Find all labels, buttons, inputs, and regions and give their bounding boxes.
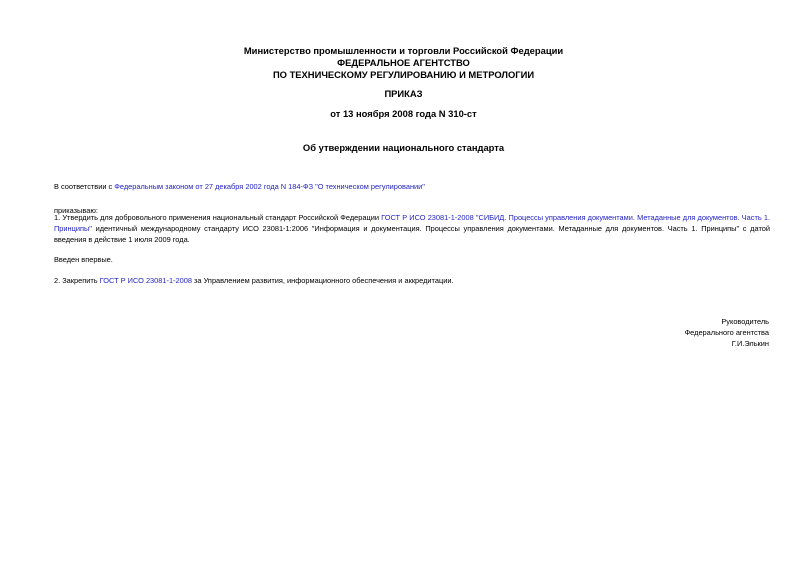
- subject-label: Об утверждении национального стандарта: [302, 142, 505, 153]
- gost-short-link[interactable]: ГОСТ Р ИСО 23081-1-2008: [99, 276, 192, 285]
- item-1-paragraph: [54, 212, 770, 245]
- date-number-label: от 13 ноября 2008 года N 310-ст: [330, 108, 477, 119]
- agency-name-line1: ФЕДЕРАЛЬНОЕ АГЕНТСТВО: [337, 57, 470, 68]
- document-date-number: [0, 108, 807, 120]
- document-subject: [0, 142, 807, 154]
- order-word-label: приказываю:: [54, 206, 98, 215]
- item-2-paragraph: [54, 275, 770, 286]
- signatory-name: Г.И.Элькин: [731, 339, 769, 348]
- introduced-paragraph: [54, 254, 770, 265]
- document-type-label: ПРИКАЗ: [384, 88, 423, 99]
- basis-paragraph: [54, 181, 770, 192]
- signature-block: [685, 316, 769, 349]
- signatory-title-line2: Федерального агентства: [684, 328, 769, 337]
- ministry-name: Министерство промышленности и торговли Российской Федерации: [243, 45, 564, 56]
- gost-standard-link[interactable]: ГОСТ Р ИСО 23081-1-2008 "СИБИД. Процессы управления документами. Метаданные для документов. Часть 1. Принципы": [54, 213, 770, 233]
- item-2-suffix: за Управлением развития, информационного обеспечения и аккредитации.: [191, 276, 454, 285]
- signatory-title-line1: Руководитель: [721, 317, 769, 326]
- document-type: [0, 88, 807, 100]
- item-2-prefix: 2. Закрепить: [54, 276, 100, 285]
- item-1-suffix: идентичный международному стандарту ИСО 23081-1:2006 "Информация и документация. Процессы управления документами. Метаданные для документов. Часть 1. Принципы" с датой введения в действие 1 июля 2009 года.: [54, 224, 770, 244]
- agency-name-line2: ПО ТЕХНИЧЕСКОМУ РЕГУЛИРОВАНИЮ И МЕТРОЛОГИИ: [272, 69, 535, 80]
- document-header: [0, 45, 807, 81]
- federal-law-link[interactable]: Федеральным законом от 27 декабря 2002 года N 184-ФЗ "О техническом регулировании": [114, 182, 425, 191]
- item-1-prefix: 1. Утвердить для добровольного применения национальный стандарт Российской Федерации: [54, 213, 382, 222]
- introduced-label: Введен впервые.: [54, 255, 113, 264]
- basis-prefix: В соответствии с: [54, 182, 115, 191]
